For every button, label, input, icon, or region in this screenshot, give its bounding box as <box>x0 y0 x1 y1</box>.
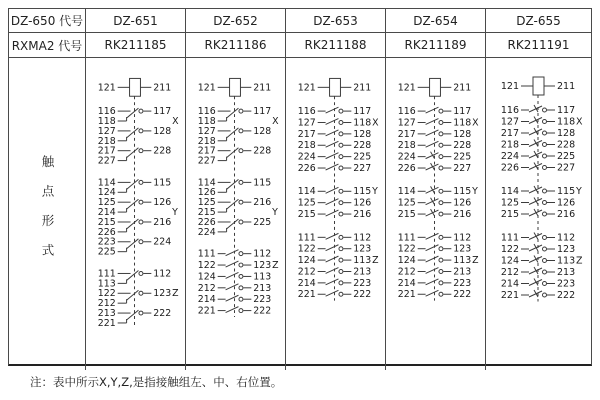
relay-contact-diagram <box>86 70 185 370</box>
svg-text:218: 218 <box>500 139 519 151</box>
svg-text:127: 127 <box>500 116 519 128</box>
svg-text:217: 217 <box>297 128 316 140</box>
svg-text:211: 211 <box>253 82 272 94</box>
svg-text:123: 123 <box>453 243 472 255</box>
svg-text:123: 123 <box>153 288 172 300</box>
svg-text:117: 117 <box>453 106 472 118</box>
svg-text:123: 123 <box>253 260 272 272</box>
svg-text:226: 226 <box>500 162 519 174</box>
svg-text:123: 123 <box>556 244 575 255</box>
contact-diagram-cell-dz-652 <box>186 58 286 370</box>
code-rk211189: RK211189 <box>386 33 486 58</box>
svg-text:111: 111 <box>97 268 116 280</box>
svg-text:121: 121 <box>97 82 116 94</box>
svg-text:128: 128 <box>556 128 575 139</box>
svg-text:X: X <box>272 115 279 127</box>
svg-text:222: 222 <box>153 308 172 320</box>
svg-text:Y: Y <box>472 186 478 198</box>
svg-text:222: 222 <box>556 290 575 301</box>
svg-text:221: 221 <box>500 290 519 301</box>
contact-form-label-cell <box>9 58 86 370</box>
svg-text:113: 113 <box>453 255 472 267</box>
svg-text:126: 126 <box>153 197 172 209</box>
svg-text:124: 124 <box>97 187 116 199</box>
svg-text:212: 212 <box>500 267 519 278</box>
svg-text:112: 112 <box>253 248 272 260</box>
svg-text:212: 212 <box>97 298 116 310</box>
contact-diagram-cell-dz-654 <box>386 58 486 370</box>
svg-text:223: 223 <box>453 277 472 289</box>
svg-text:Z: Z <box>372 255 379 267</box>
svg-text:124: 124 <box>500 255 519 267</box>
svg-text:117: 117 <box>353 106 372 118</box>
svg-text:221: 221 <box>297 289 316 301</box>
svg-text:215: 215 <box>97 216 116 228</box>
svg-text:127: 127 <box>97 125 116 137</box>
svg-text:127: 127 <box>197 125 216 137</box>
code-rk211188: RK211188 <box>286 33 386 58</box>
svg-text:115: 115 <box>556 186 575 197</box>
svg-text:217: 217 <box>97 145 116 157</box>
model-header-dz-651: DZ-651 <box>86 9 186 33</box>
svg-text:118: 118 <box>97 115 116 127</box>
svg-text:113: 113 <box>556 255 575 267</box>
svg-text:211: 211 <box>353 82 372 94</box>
row-label-dz650: DZ-650 代号 <box>9 9 86 33</box>
svg-text:121: 121 <box>500 81 519 92</box>
svg-text:217: 217 <box>197 145 216 157</box>
svg-text:Y: Y <box>372 186 378 198</box>
svg-text:218: 218 <box>397 140 416 152</box>
svg-text:114: 114 <box>197 177 216 189</box>
svg-text:116: 116 <box>500 105 519 116</box>
svg-text:123: 123 <box>353 243 372 255</box>
svg-text:223: 223 <box>97 236 116 248</box>
svg-text:225: 225 <box>453 151 472 163</box>
svg-text:228: 228 <box>556 139 575 151</box>
svg-text:115: 115 <box>253 177 272 189</box>
svg-text:122: 122 <box>397 243 416 255</box>
code-rk211186: RK211186 <box>186 33 286 58</box>
svg-text:118: 118 <box>197 115 216 127</box>
svg-text:128: 128 <box>153 125 172 137</box>
svg-text:122: 122 <box>297 243 316 255</box>
svg-text:Y: Y <box>172 207 178 219</box>
svg-text:224: 224 <box>500 151 519 162</box>
svg-text:114: 114 <box>500 186 519 197</box>
svg-text:227: 227 <box>353 162 372 174</box>
svg-text:114: 114 <box>397 186 416 198</box>
svg-text:214: 214 <box>297 277 316 289</box>
svg-text:213: 213 <box>97 308 116 320</box>
svg-text:118: 118 <box>453 117 472 129</box>
svg-text:126: 126 <box>197 187 216 199</box>
svg-text:117: 117 <box>153 106 172 118</box>
svg-text:X: X <box>372 117 379 129</box>
svg-text:216: 216 <box>253 197 272 209</box>
svg-text:224: 224 <box>397 151 416 163</box>
svg-text:116: 116 <box>297 106 316 118</box>
svg-text:224: 224 <box>297 151 316 163</box>
svg-text:213: 213 <box>353 266 372 278</box>
model-header-dz-654: DZ-654 <box>386 9 486 33</box>
svg-text:213: 213 <box>556 267 575 278</box>
svg-text:215: 215 <box>397 209 416 221</box>
svg-text:124: 124 <box>297 255 316 267</box>
svg-text:X: X <box>472 117 479 129</box>
svg-text:111: 111 <box>297 232 316 244</box>
svg-text:211: 211 <box>153 82 172 94</box>
svg-text:111: 111 <box>500 232 519 244</box>
svg-text:227: 227 <box>97 155 116 167</box>
relay-contact-diagram <box>286 70 385 370</box>
svg-text:214: 214 <box>397 277 416 289</box>
svg-text:121: 121 <box>297 82 316 94</box>
svg-text:214: 214 <box>197 294 216 306</box>
svg-text:227: 227 <box>556 162 575 174</box>
svg-text:124: 124 <box>197 271 216 283</box>
svg-text:125: 125 <box>397 197 416 209</box>
svg-text:127: 127 <box>397 117 416 129</box>
code-rk211185: RK211185 <box>86 33 186 58</box>
svg-text:115: 115 <box>453 186 472 198</box>
svg-text:226: 226 <box>97 226 116 238</box>
svg-text:221: 221 <box>197 305 216 317</box>
svg-text:111: 111 <box>197 248 216 260</box>
svg-text:222: 222 <box>253 305 272 317</box>
svg-text:128: 128 <box>253 125 272 137</box>
svg-text:112: 112 <box>453 232 472 244</box>
row-label-rxma2: RXMA2 代号 <box>9 33 86 58</box>
svg-text:211: 211 <box>453 82 472 94</box>
svg-text:214: 214 <box>500 278 519 290</box>
svg-text:224: 224 <box>197 226 216 238</box>
svg-text:115: 115 <box>353 186 372 198</box>
svg-text:216: 216 <box>353 209 372 221</box>
relay-contact-diagram <box>186 70 285 370</box>
svg-text:218: 218 <box>297 140 316 152</box>
svg-text:211: 211 <box>556 81 575 92</box>
svg-text:128: 128 <box>453 128 472 140</box>
relay-contact-diagram <box>386 70 485 370</box>
svg-text:Z: Z <box>172 288 179 300</box>
svg-text:113: 113 <box>97 278 116 290</box>
svg-text:215: 215 <box>297 209 316 221</box>
svg-text:228: 228 <box>153 145 172 157</box>
svg-text:122: 122 <box>500 244 519 255</box>
svg-text:228: 228 <box>253 145 272 157</box>
svg-text:117: 117 <box>556 105 575 116</box>
svg-text:213: 213 <box>253 282 272 294</box>
svg-text:213: 213 <box>453 266 472 278</box>
model-header-dz-655: DZ-655 <box>486 9 591 33</box>
svg-text:112: 112 <box>353 232 372 244</box>
svg-text:212: 212 <box>197 282 216 294</box>
svg-text:228: 228 <box>453 140 472 152</box>
svg-text:126: 126 <box>353 197 372 209</box>
svg-text:118: 118 <box>556 116 575 128</box>
svg-text:212: 212 <box>297 266 316 278</box>
svg-text:227: 227 <box>197 155 216 167</box>
svg-text:225: 225 <box>556 151 575 162</box>
svg-text:215: 215 <box>197 207 216 219</box>
svg-text:Z: Z <box>272 260 279 272</box>
model-header-dz-653: DZ-653 <box>286 9 386 33</box>
svg-text:X: X <box>172 115 179 127</box>
svg-text:124: 124 <box>397 255 416 267</box>
svg-text:112: 112 <box>153 268 172 280</box>
svg-text:X: X <box>575 116 583 128</box>
svg-text:225: 225 <box>253 216 272 228</box>
svg-text:227: 227 <box>453 162 472 174</box>
svg-text:125: 125 <box>97 197 116 209</box>
svg-text:Y: Y <box>272 207 278 219</box>
svg-text:Z: Z <box>472 255 479 267</box>
svg-text:128: 128 <box>353 128 372 140</box>
svg-text:216: 216 <box>153 216 172 228</box>
svg-text:212: 212 <box>397 266 416 278</box>
svg-text:122: 122 <box>97 288 116 300</box>
svg-text:125: 125 <box>197 197 216 209</box>
svg-text:216: 216 <box>556 209 575 220</box>
svg-text:223: 223 <box>253 294 272 306</box>
svg-text:121: 121 <box>397 82 416 94</box>
svg-text:116: 116 <box>197 106 216 118</box>
contact-diagram-cell-dz-655 <box>486 58 591 370</box>
svg-text:222: 222 <box>353 289 372 301</box>
svg-text:122: 122 <box>197 260 216 272</box>
svg-text:112: 112 <box>556 232 575 244</box>
svg-text:214: 214 <box>97 207 116 219</box>
svg-text:228: 228 <box>353 140 372 152</box>
svg-text:116: 116 <box>397 106 416 118</box>
svg-text:114: 114 <box>297 186 316 198</box>
model-header-dz-652: DZ-652 <box>186 9 286 33</box>
relay-contact-table <box>8 8 592 366</box>
svg-text:127: 127 <box>297 117 316 129</box>
svg-text:125: 125 <box>297 197 316 209</box>
contact-form-label: 触点形式 <box>40 155 55 273</box>
svg-text:216: 216 <box>453 209 472 221</box>
svg-text:Z: Z <box>575 255 583 267</box>
svg-text:117: 117 <box>253 106 272 118</box>
svg-text:215: 215 <box>500 209 519 220</box>
contact-diagram-cell-dz-653 <box>286 58 386 370</box>
svg-text:224: 224 <box>153 236 172 248</box>
svg-text:217: 217 <box>500 128 519 139</box>
svg-text:226: 226 <box>297 162 316 174</box>
svg-text:217: 217 <box>397 128 416 140</box>
code-rk211191: RK211191 <box>486 33 591 58</box>
svg-text:221: 221 <box>397 289 416 301</box>
svg-text:223: 223 <box>556 278 575 290</box>
contact-diagram-cell-dz-651 <box>86 58 186 370</box>
svg-text:226: 226 <box>197 216 216 228</box>
svg-text:221: 221 <box>97 317 116 329</box>
svg-text:222: 222 <box>453 289 472 301</box>
svg-text:218: 218 <box>197 135 216 147</box>
svg-text:125: 125 <box>500 197 519 209</box>
svg-text:116: 116 <box>97 106 116 118</box>
svg-text:113: 113 <box>253 271 272 283</box>
svg-text:121: 121 <box>197 82 216 94</box>
svg-text:126: 126 <box>453 197 472 209</box>
svg-text:114: 114 <box>97 177 116 189</box>
svg-text:225: 225 <box>97 246 116 258</box>
footnote: 注：表中所示X,Y,Z,是指接触组左、中、右位置。 <box>30 375 283 389</box>
svg-text:225: 225 <box>353 151 372 163</box>
svg-text:115: 115 <box>153 177 172 189</box>
svg-text:223: 223 <box>353 277 372 289</box>
relay-contact-diagram <box>489 70 589 370</box>
svg-text:113: 113 <box>353 255 372 267</box>
svg-text:118: 118 <box>353 117 372 129</box>
svg-text:126: 126 <box>556 197 575 209</box>
svg-text:226: 226 <box>397 162 416 174</box>
svg-text:111: 111 <box>397 232 416 244</box>
svg-text:Y: Y <box>575 186 582 197</box>
svg-text:218: 218 <box>97 135 116 147</box>
